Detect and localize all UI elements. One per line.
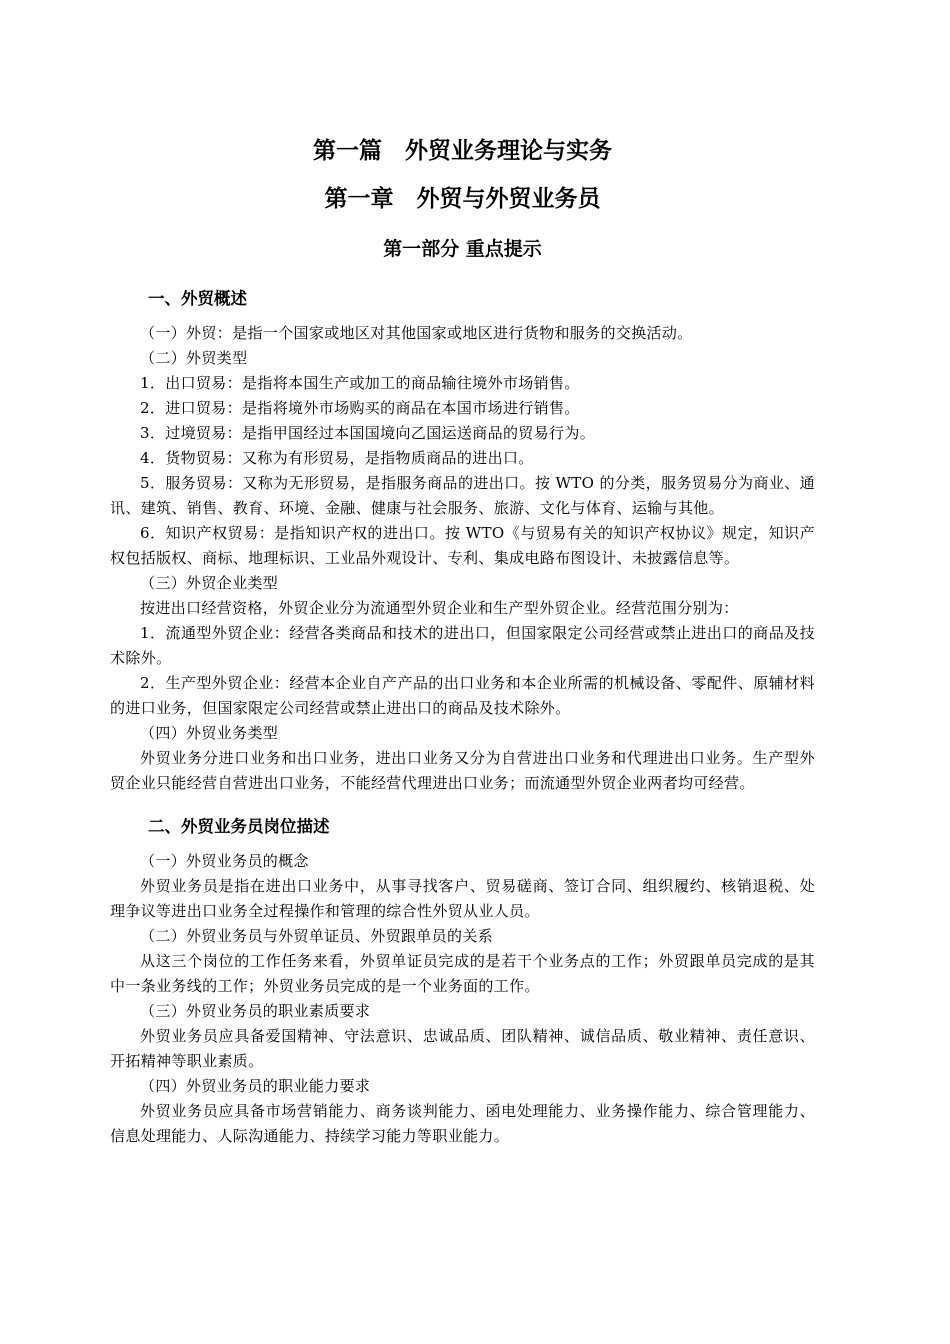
paragraph: 2．进口贸易：是指将境外市场购买的商品在本国市场进行销售。 xyxy=(140,399,580,417)
subheading: （四）外贸业务员的职业能力要求 xyxy=(140,1077,371,1095)
paragraph: 按进出口经营资格，外贸企业分为流通型外贸企业和生产型外贸企业。经营范围分别为： xyxy=(140,599,739,617)
section-heading-sales-rep-role: 二、外贸业务员岗位描述 xyxy=(148,817,330,836)
part-title: 第一篇 外贸业务理论与实务 xyxy=(313,137,612,164)
subheading: （三）外贸业务员的职业素质要求 xyxy=(140,1002,371,1020)
subheading: （一）外贸业务员的概念 xyxy=(140,852,309,870)
subheading: （四）外贸业务类型 xyxy=(140,724,279,742)
paragraph: 3．过境贸易：是指甲国经过本国国境向乙国运送商品的贸易行为。 xyxy=(140,424,596,442)
paragraph: 5．服务贸易：又称为无形贸易，是指服务商品的进出口。按 WTO 的分类，服务贸易分为商业、通讯、建筑、销售、教育、环境、金融、健康与社会服务、旅游、文化与体育、运输与其他。 xyxy=(110,474,815,517)
subheading: （二）外贸业务员与外贸单证员、外贸跟单员的关系 xyxy=(140,927,494,945)
paragraph: 6．知识产权贸易：是指知识产权的进出口。按 WTO《与贸易有关的知识产权协议》规定，知识产权包括版权、商标、地理标识、工业品外观设计、专利、集成电路布图设计、未披露信息等。 xyxy=(110,524,815,567)
paragraph: 4．货物贸易：又称为有形贸易，是指物质商品的进出口。 xyxy=(140,449,534,467)
subheading: （二）外贸类型 xyxy=(140,349,248,367)
paragraph: 2．生产型外贸企业：经营本企业自产产品的出口业务和本企业所需的机械设备、零配件、原辅材料的进口业务，但国家限定公司经营或禁止进出口的商品及技术除外。 xyxy=(110,674,815,717)
subheading: （三）外贸企业类型 xyxy=(140,574,279,592)
paragraph: 1．流通型外贸企业：经营各类商品和技术的进出口，但国家限定公司经营或禁止进出口的商品及技术除外。 xyxy=(110,624,815,667)
paragraph: 外贸业务分进口业务和出口业务，进出口业务又分为自营进出口业务和代理进出口业务。生产型外贸企业只能经营自营进出口业务，不能经营代理进出口业务；而流通型外贸企业两者均可经营。 xyxy=(110,749,815,792)
paragraph: 1．出口贸易：是指将本国生产或加工的商品输往境外市场销售。 xyxy=(140,374,580,392)
paragraph: （一）外贸：是指一个国家或地区对其他国家或地区进行货物和服务的交换活动。 xyxy=(140,324,693,342)
chapter-title: 第一章 外贸与外贸业务员 xyxy=(324,185,601,212)
section-heading-foreign-trade-overview: 一、外贸概述 xyxy=(148,289,247,308)
paragraph: 从这三个岗位的工作任务来看，外贸单证员完成的是若干个业务点的工作；外贸跟单员完成的是其中一条业务线的工作；外贸业务员完成的是一个业务面的工作。 xyxy=(110,952,815,995)
paragraph: 外贸业务员应具备市场营销能力、商务谈判能力、函电处理能力、业务操作能力、综合管理能力、信息处理能力、人际沟通能力、持续学习能力等职业能力。 xyxy=(110,1102,815,1145)
paragraph: 外贸业务员是指在进出口业务中，从事寻找客户、贸易磋商、签订合同、组织履约、核销退税、处理争议等进出口业务全过程操作和管理的综合性外贸从业人员。 xyxy=(110,877,815,920)
section-title: 第一部分 重点提示 xyxy=(383,238,542,260)
paragraph: 外贸业务员应具备爱国精神、守法意识、忠诚品质、团队精神、诚信品质、敬业精神、责任意识、开拓精神等职业素质。 xyxy=(110,1027,815,1070)
document-body xyxy=(110,286,815,1149)
